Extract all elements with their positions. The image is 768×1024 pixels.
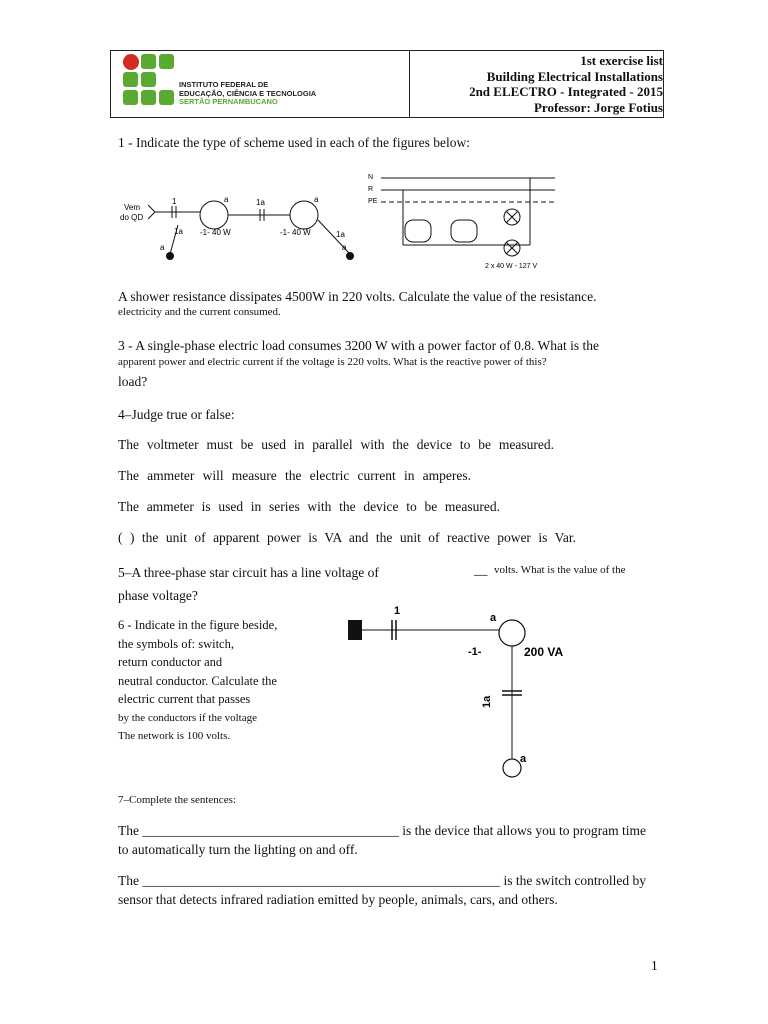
q5-blank: __	[474, 562, 488, 577]
header-title: 1st exercise list Building Electrical Installations 2nd ELECTRO - Integrated - 2015 Professor: Jorge Fotius	[469, 53, 663, 115]
header-divider	[409, 51, 410, 117]
institution-name: INSTITUTO FEDERAL DE EDUCAÇÃO, CIÊNCIA E TECNOLOGIA SERTÃO PERNAMBUCANO	[179, 80, 317, 106]
svg-text:a: a	[490, 612, 497, 624]
q6-text: 6 - Indicate in the figure beside, the symbols of: switch, return conductor and neutral conductor. Calculate the electric current that passes by the conductors if the voltage The network is 100 volts.	[118, 618, 278, 742]
q7-sentence-2: The _____________________________________________________ is the switch controlled by	[118, 873, 646, 888]
q2-line1: A shower resistance dissipates 4500W in 220 volts. Calculate the value of the resistance.	[118, 289, 597, 304]
svg-text:a: a	[224, 195, 229, 204]
q3-line2: apparent power and electric current if the voltage is 220 volts. What is the reactive power of this?	[118, 356, 547, 368]
svg-text:PE: PE	[368, 198, 378, 205]
q4-item-4: ( ) the unit of apparent power is VA and the unit of reactive power is Var.	[118, 530, 576, 545]
q4-title: 4–Judge true or false:	[118, 407, 235, 422]
q7-sentence-1: The ______________________________________ is the device that allows you to program time	[118, 823, 646, 838]
q3-line3: load?	[118, 374, 148, 389]
q4-item-1: The voltmeter must be used in parallel with the device to be measured.	[118, 437, 554, 452]
q2-line2: electricity and the current consumed.	[118, 306, 281, 318]
svg-text:1: 1	[394, 605, 401, 617]
svg-text:1: 1	[172, 197, 177, 206]
svg-text:R: R	[368, 186, 374, 193]
q1-figure-left	[118, 190, 358, 270]
q7-sentence-2-line2: sensor that detects infrared radiation emitted by people, animals, cars, and others.	[118, 892, 558, 907]
svg-text:Vem: Vem	[124, 203, 141, 212]
q5-part2: volts. What is the value of the	[494, 564, 626, 576]
svg-text:a: a	[314, 195, 319, 204]
svg-text:200 VA: 200 VA	[524, 645, 564, 659]
q6-figure	[340, 598, 590, 783]
svg-text:do QD: do QD	[120, 213, 144, 222]
svg-text:a: a	[160, 243, 165, 252]
q1-text: 1 - Indicate the type of scheme used in each of the figures below:	[118, 135, 470, 150]
svg-text:-1- 40 W: -1- 40 W	[200, 228, 231, 237]
q7-blank-1[interactable]: ______________________________________	[142, 823, 399, 838]
svg-text:1a: 1a	[336, 230, 345, 239]
q7-sentence-1-line2: to automatically turn the lighting on and off.	[118, 842, 358, 857]
svg-text:2 x 40 W - 127 V: 2 x 40 W - 127 V	[485, 263, 538, 270]
q7-title: 7–Complete the sentences:	[118, 794, 236, 806]
institute-logo	[119, 53, 179, 118]
svg-text:-1-: -1-	[468, 646, 482, 658]
q4-item-2: The ammeter will measure the electric current in amperes.	[118, 468, 471, 483]
q1-figure-right	[365, 170, 560, 270]
svg-text:-1- 40 W: -1- 40 W	[280, 228, 311, 237]
q3-line1: 3 - A single-phase electric load consumes 3200 W with a power factor of 0.8. What is the	[118, 338, 600, 353]
svg-text:1a: 1a	[174, 227, 183, 236]
q7-blank-2[interactable]: _____________________________________________________	[142, 873, 501, 888]
svg-text:a: a	[520, 753, 527, 765]
svg-text:a: a	[342, 243, 347, 252]
svg-text:1a: 1a	[256, 198, 265, 207]
q5-part1: 5–A three-phase star circuit has a line voltage of	[118, 565, 379, 580]
svg-text:N: N	[368, 174, 374, 181]
page-number: 1	[651, 958, 658, 973]
q4-item-3: The ammeter is used in series with the device to be measured.	[118, 499, 500, 514]
svg-text:1a: 1a	[481, 695, 493, 708]
q5-line2: phase voltage?	[118, 588, 198, 603]
header-box	[110, 50, 664, 118]
